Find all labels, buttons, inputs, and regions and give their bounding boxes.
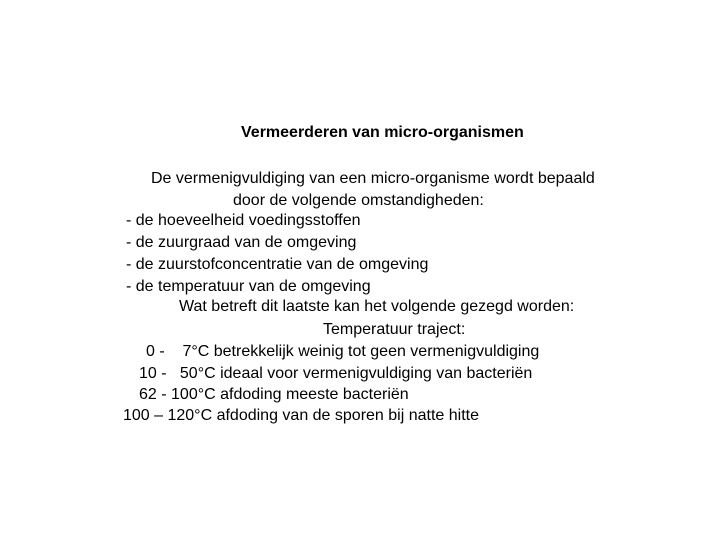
page-title: Vermeerderen van micro‐organismen bbox=[241, 124, 524, 141]
intro-line: De vermenigvuldiging van een micro‐organisme wordt bepaald bbox=[151, 170, 595, 187]
factor-item: ‐ de zuurstofconcentratie van de omgeving bbox=[126, 256, 429, 273]
temperature-range-row: 100 – 120°C afdoding van de sporen bij natte hitte bbox=[123, 407, 479, 424]
factor-item: ‐ de zuurgraad van de omgeving bbox=[126, 234, 357, 251]
factor-item: ‐ de temperatuur van de omgeving bbox=[126, 278, 371, 295]
note-line: Wat betreft dit laatste kan het volgende gezegd worden: bbox=[179, 298, 575, 315]
factor-item: ‐ de hoeveelheid voedingsstoffen bbox=[126, 212, 361, 229]
range-heading: Temperatuur traject: bbox=[323, 321, 466, 338]
temperature-range-row: 10 - 50°C ideaal voor vermenigvuldiging van bacteriën bbox=[139, 365, 533, 382]
temperature-range-row: 0 ‐ 7°C betrekkelijk weinig tot geen vermenigvuldiging bbox=[146, 343, 540, 360]
temperature-range-row: 62 - 100°C afdoding meeste bacteriën bbox=[139, 386, 409, 403]
intro-line: door de volgende omstandigheden: bbox=[233, 192, 484, 209]
